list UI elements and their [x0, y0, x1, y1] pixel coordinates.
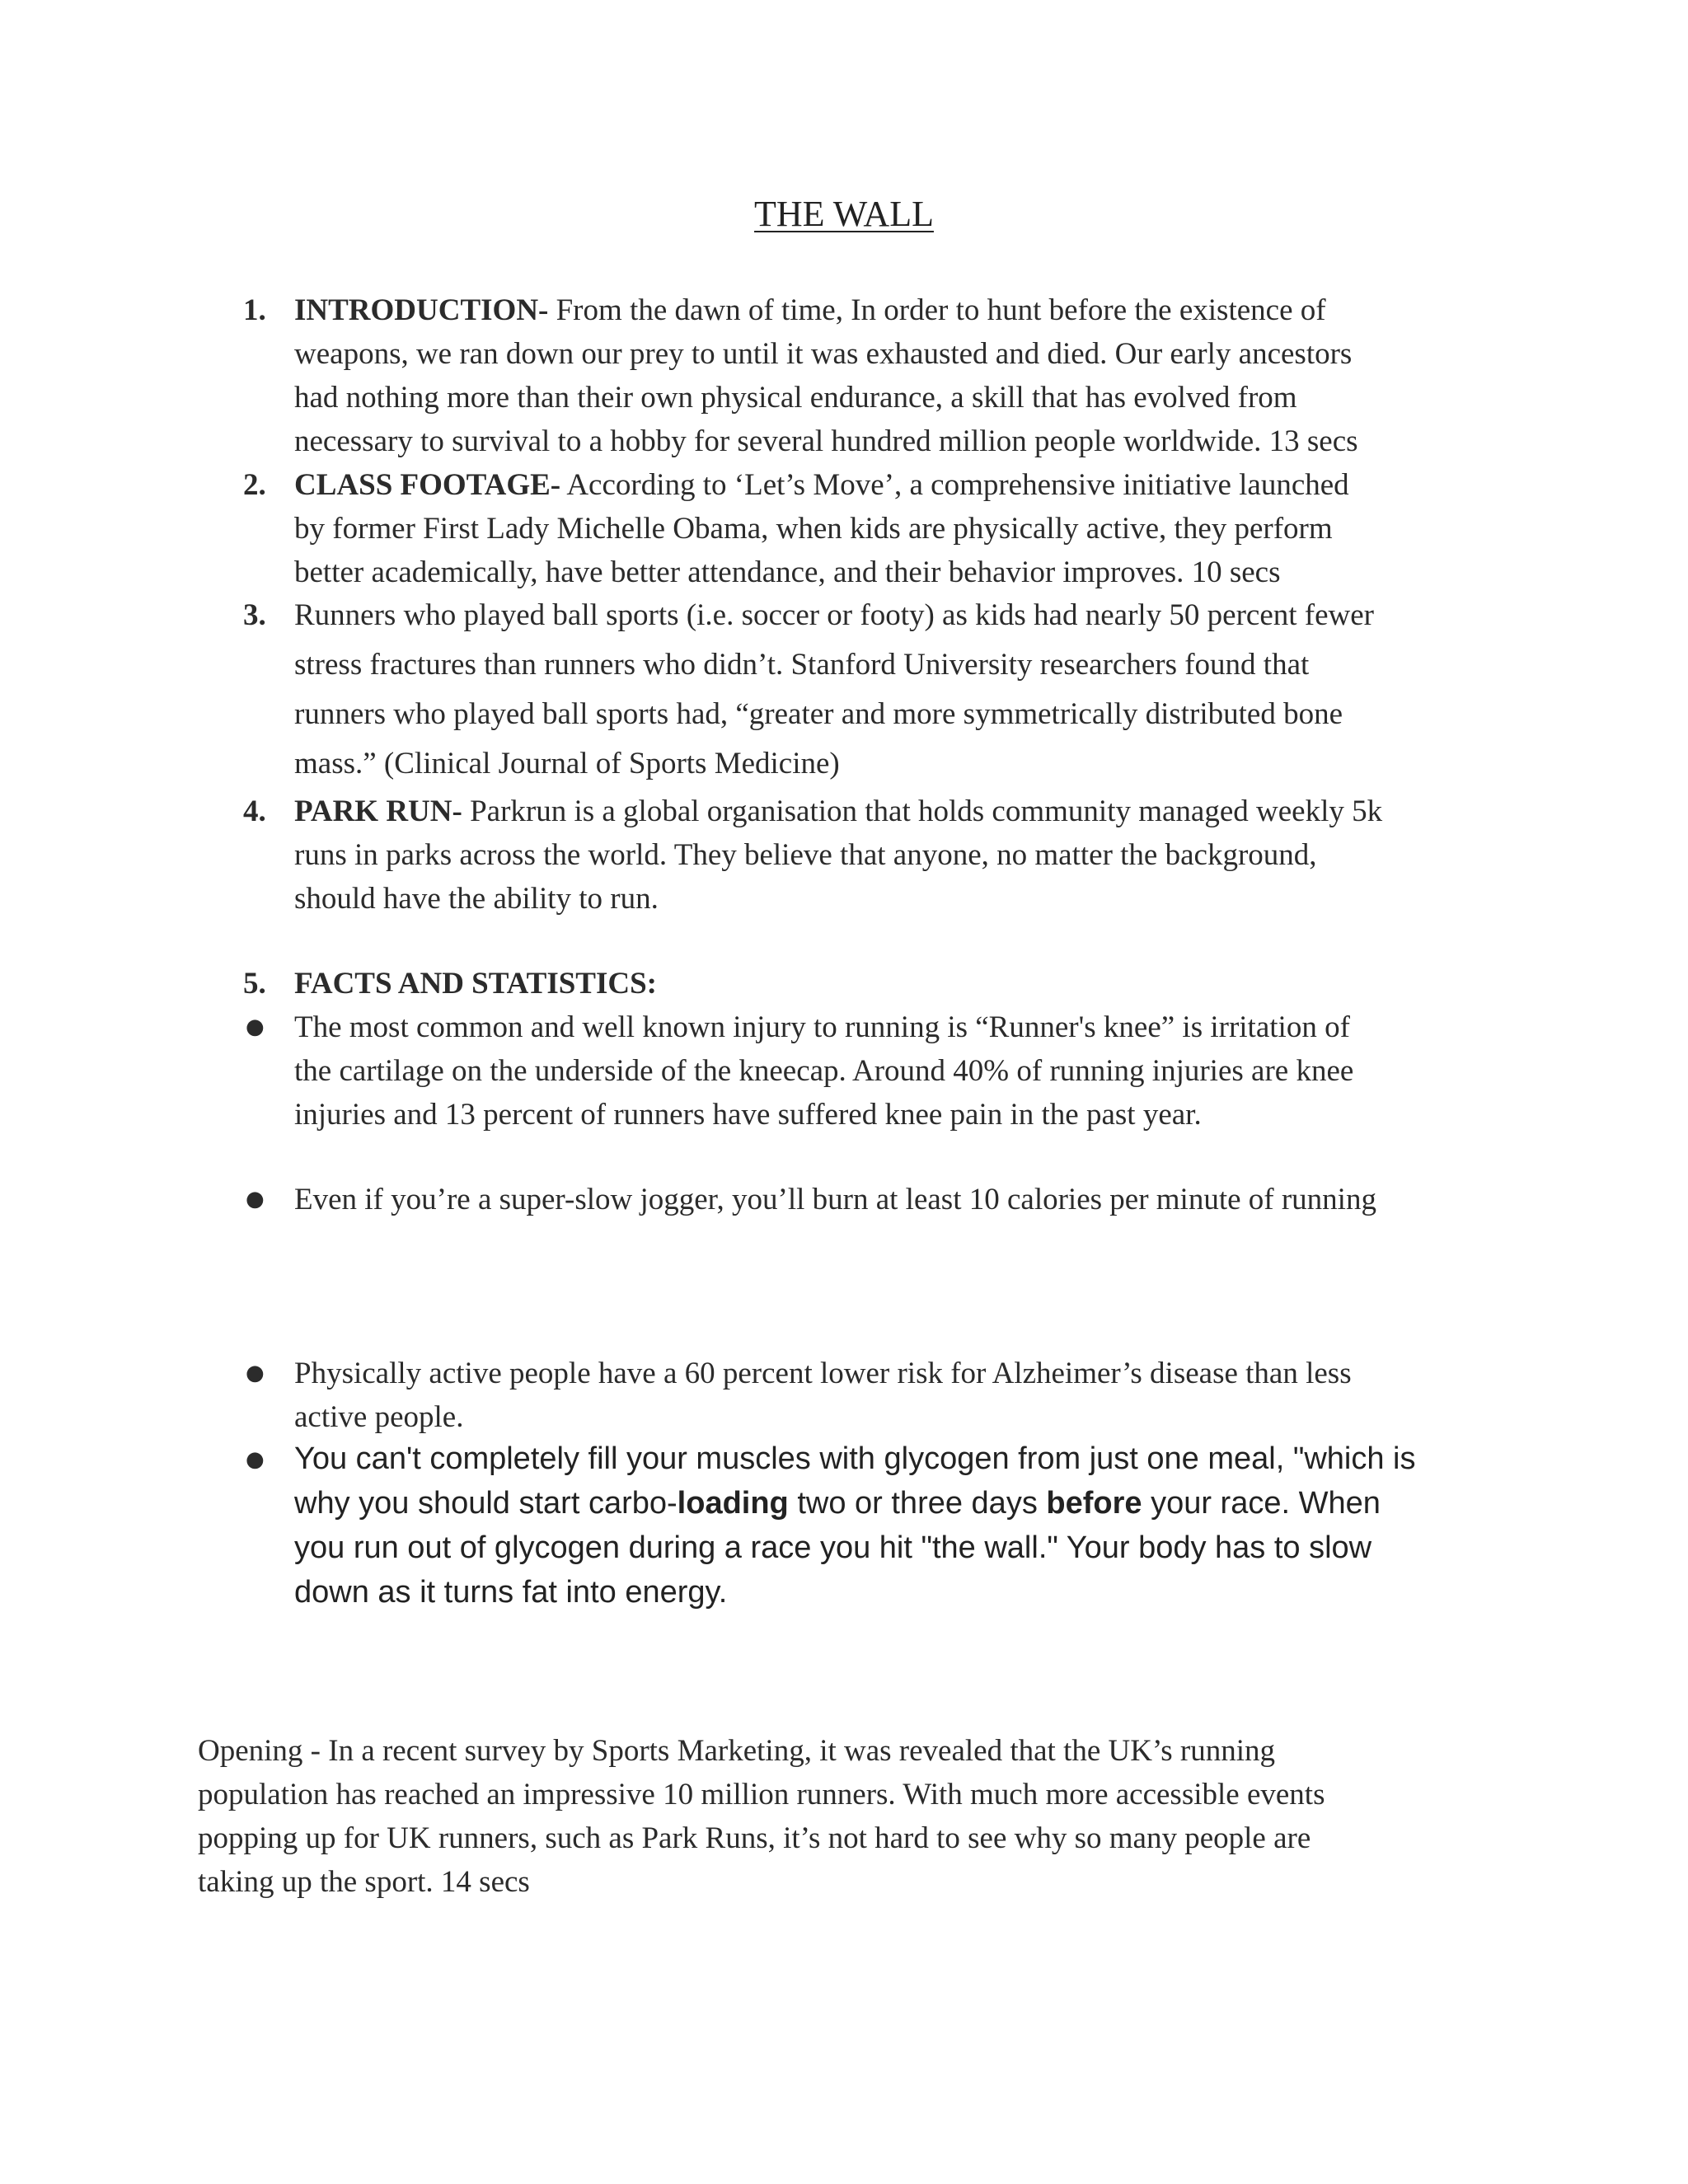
bullet-2-symbol: ●	[246, 1187, 265, 1212]
item-3-line-3: runners who played ball sports had, “greater and more symmetrically distributed bone	[294, 697, 1343, 731]
bold-loading: loading	[677, 1486, 789, 1521]
item-2-lead: CLASS FOOTAGE-	[294, 468, 561, 502]
item-5-lead: FACTS AND STATISTICS:	[294, 967, 658, 1001]
item-4-line-1: PARK RUN- Parkrun is a global organisation that holds community managed weekly 5k	[294, 794, 1383, 828]
opening-line-3: popping up for UK runners, such as Park Runs, it’s not hard to see why so many people are	[198, 1821, 1311, 1855]
item-4-text	[294, 790, 1481, 921]
bullet-1-line-3: injuries and 13 percent of runners have suffered knee pain in the past year.	[294, 1098, 1202, 1132]
item-2-line-3: better academically, have better attendance, and their behavior improves. 10 secs	[294, 555, 1281, 589]
opening-line-4: taking up the sport. 14 secs	[198, 1865, 530, 1899]
bullet-1-text	[294, 1005, 1481, 1137]
item-1-text	[294, 288, 1481, 463]
bullet-4-symbol: ●	[246, 1447, 265, 1472]
document-title: THE WALL	[754, 194, 934, 234]
bullet-4-text	[294, 1436, 1481, 1615]
item-4-line-3: should have the ability to run.	[294, 882, 659, 916]
bullet-4-line-1: You can't completely fill your muscles with glycogen from just one meal, "which is	[294, 1441, 1416, 1476]
bullet-3-text	[294, 1352, 1481, 1439]
opening-paragraph	[198, 1729, 1484, 1904]
item-1-line-4: necessary to survival to a hobby for several hundred million people worldwide. 13 secs	[294, 424, 1358, 458]
item-1-line-3: had nothing more than their own physical endurance, a skill that has evolved from	[294, 381, 1297, 415]
item-4-line-2: runs in parks across the world. They believe that anyone, no matter the background,	[294, 838, 1317, 872]
item-1-number: 1.	[243, 293, 266, 327]
bullet-4-line-2: why you should start carbo-loading two or three days before your race. When	[294, 1486, 1381, 1521]
item-3-line-4: mass.” (Clinical Journal of Sports Medicine)	[294, 747, 840, 780]
bullet-1-line-2: the cartilage on the underside of the kneecap. Around 40% of running injuries are knee	[294, 1054, 1354, 1088]
bullet-3-line-1: Physically active people have a 60 percent lower risk for Alzheimer’s disease than less	[294, 1357, 1352, 1390]
bullet-4-line-4: down as it turns fat into energy.	[294, 1575, 728, 1610]
item-2-line-2: by former First Lady Michelle Obama, when kids are physically active, they perform	[294, 512, 1333, 546]
opening-line-1: Opening - In a recent survey by Sports Marketing, it was revealed that the UK’s running	[198, 1734, 1275, 1768]
item-1-line-1: INTRODUCTION- From the dawn of time, In order to hunt before the existence of	[294, 293, 1326, 327]
item-4-number: 4.	[243, 794, 266, 828]
bullet-3-symbol: ●	[246, 1361, 265, 1385]
bold-before: before	[1046, 1486, 1142, 1521]
item-2-text	[294, 463, 1481, 594]
item-3-line-2: stress fractures than runners who didn’t. Stanford University researchers found that	[294, 648, 1310, 682]
bullet-4-line-3: you run out of glycogen during a race you hit "the wall." Your body has to slow	[294, 1530, 1372, 1565]
item-5-number: 5.	[243, 967, 266, 1001]
item-3-line-1: Runners who played ball sports (i.e. soccer or footy) as kids had nearly 50 percent fewer	[294, 598, 1374, 632]
item-5-text	[294, 962, 1481, 1005]
item-1-lead: INTRODUCTION-	[294, 293, 549, 327]
item-3-text	[294, 591, 1481, 789]
bullet-2-text	[294, 1178, 1481, 1221]
item-2-number: 2.	[243, 468, 266, 502]
bullet-1-line-1: The most common and well known injury to running is “Runner's knee” is irritation of	[294, 1010, 1350, 1044]
bullet-3-line-2: active people.	[294, 1400, 464, 1434]
item-3-number: 3.	[243, 598, 266, 632]
item-4-lead: PARK RUN-	[294, 794, 462, 828]
bullet-1-symbol: ●	[246, 1015, 265, 1039]
bullet-2-line-1: Even if you’re a super-slow jogger, you’ll burn at least 10 calories per minute of running	[294, 1183, 1376, 1216]
opening-line-2: population has reached an impressive 10 million runners. With much more accessible events	[198, 1778, 1325, 1811]
item-2-line-1: CLASS FOOTAGE- According to ‘Let’s Move’, a comprehensive initiative launched	[294, 468, 1349, 502]
item-1-line-2: weapons, we ran down our prey to until it was exhausted and died. Our early ancestors	[294, 337, 1353, 371]
